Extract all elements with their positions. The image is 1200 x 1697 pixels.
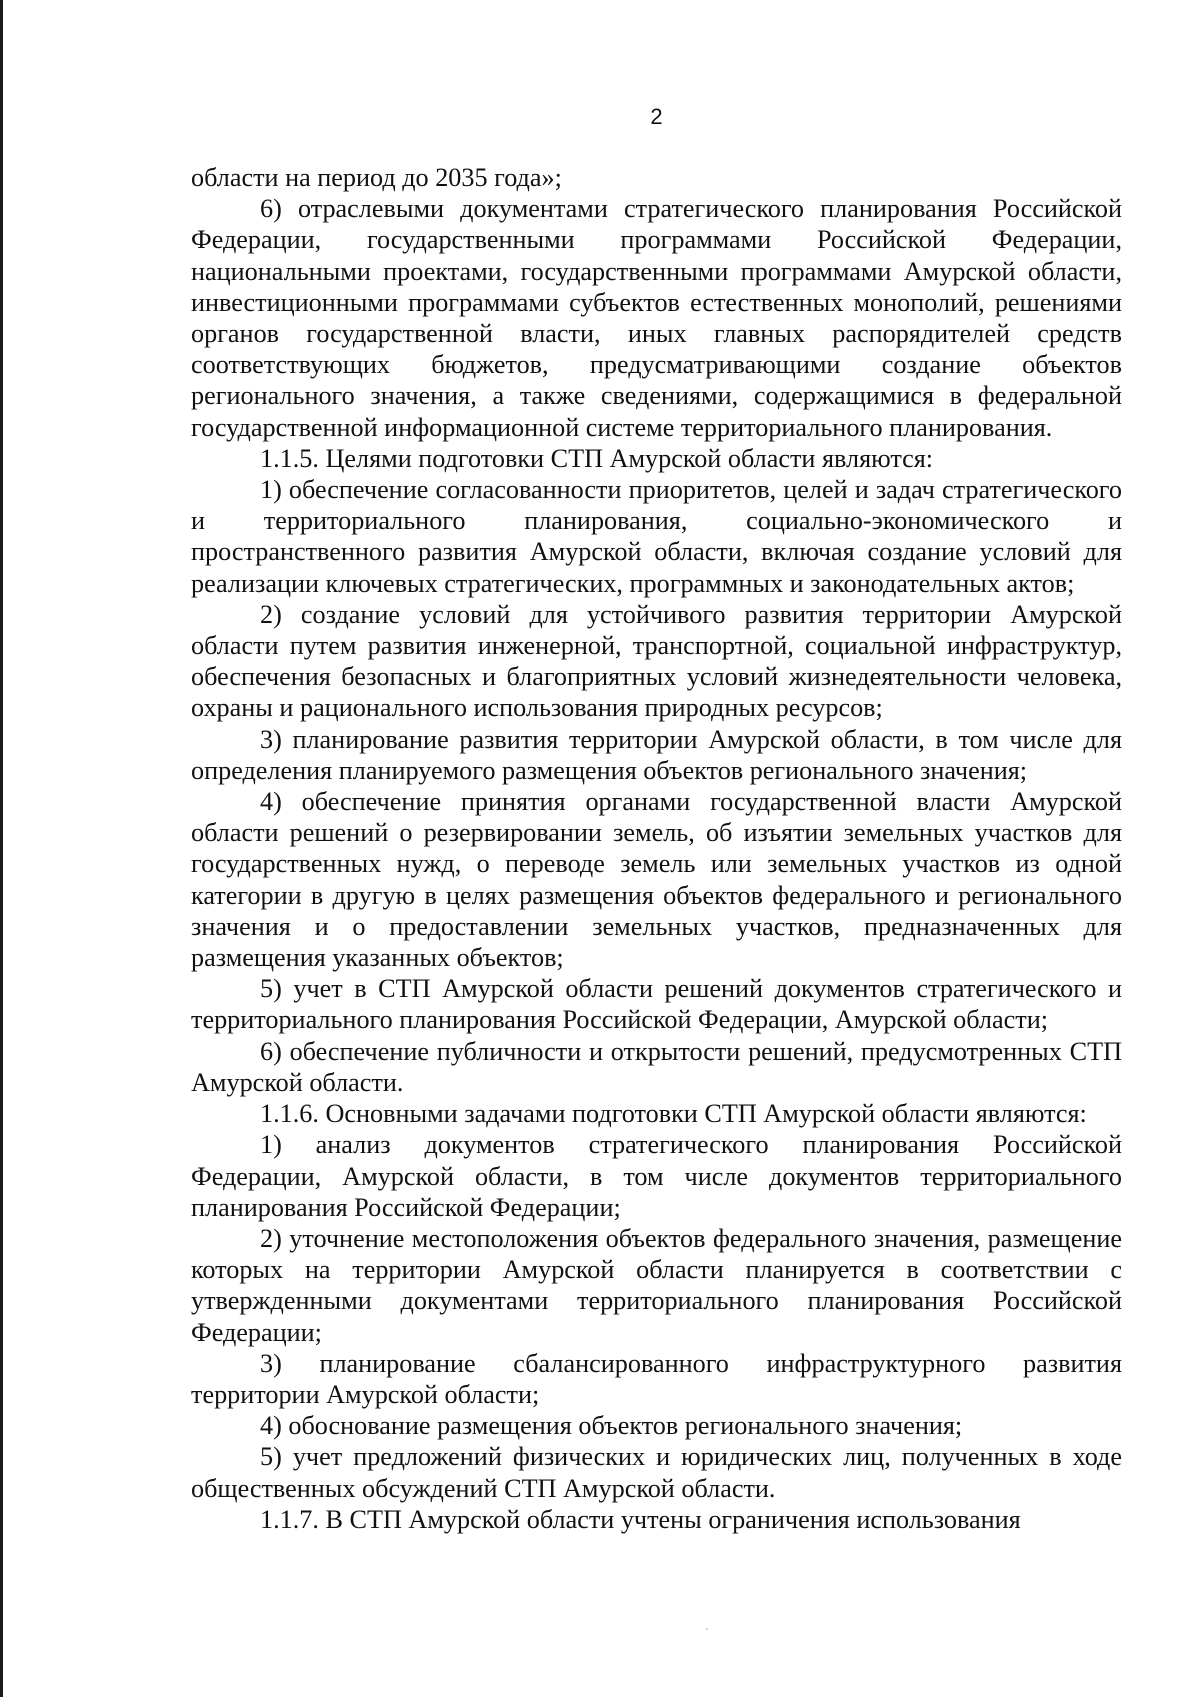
paragraph-6: 4) обеспечение принятия органами государственной власти Амурской области решений о резервировании земель, об изъятии земельных участков для государственных нужд, о переводе земель или земельных участков из одной категории в другую в целях размещения объектов федерального и регионального значения и о предоставлении земельных участков, предназначенных для размещения указанных объектов;	[191, 787, 1122, 973]
page-number: 2	[650, 104, 663, 129]
paragraph-5: 3) планирование развития территории Амурской области, в том числе для определения планируемого размещения объектов регионального значения;	[191, 724, 1122, 785]
document-body	[191, 162, 1122, 1535]
paragraph-12: 3) планирование сбалансированного инфраструктурного развития территории Амурской области;	[191, 1348, 1122, 1409]
paragraph-7: 5) учет в СТП Амурской области решений документов стратегического и территориального планирования Российской Федерации, Амурской области;	[191, 974, 1122, 1035]
paragraph-15: 1.1.7. В СТП Амурской области учтены ограничения использования	[260, 1504, 1021, 1534]
scan-speck	[706, 1628, 708, 1630]
paragraph-0: области на период до 2035 года»;	[191, 163, 562, 192]
paragraph-13: 4) обоснование размещения объектов регионального значения;	[260, 1411, 963, 1441]
scan-border-left	[0, 0, 3, 1697]
paragraph-9: 1.1.6. Основными задачами подготовки СТП Амурской области являются:	[260, 1099, 1087, 1129]
paragraph-4: 2) создание условий для устойчивого развития территории Амурской области путем развития инженерной, транспортной, социальной инфраструктур, обеспечения безопасных и благоприятных условий жизнедеятельности человека, охраны и рационального использования природных ресурсов;	[191, 599, 1122, 723]
paragraph-1: 6) отраслевыми документами стратегического планирования Российской Федерации, государственными программами Российской Федерации, национальными проектами, государственными программами Амурской области, инвестиционными программами субъектов естественных монополий, решениями органов государственной власти, иных главных распорядителей средств соответствующих бюджетов, предусматривающими создание объектов регионального значения, а также сведениями, содержащимися в федеральной государственной информационной системе территориального планирования.	[191, 194, 1122, 442]
paragraph-2: 1.1.5. Целями подготовки СТП Амурской области являются:	[260, 443, 934, 473]
paragraph-3: 1) обеспечение согласованности приоритетов, целей и задач стратегического и территориального планирования, социально-экономического и пространственного развития Амурской области, включая создание условий для реализации ключевых стратегических, программных и законодательных актов;	[191, 475, 1122, 598]
paragraph-10: 1) анализ документов стратегического планирования Российской Федерации, Амурской области, в том числе документов территориального планирования Российской Федерации;	[191, 1130, 1122, 1222]
paragraph-11: 2) уточнение местоположения объектов федерального значения, размещение которых на территории Амурской области планируется в соответствии с утвержденными документами территориального планирования Российской Федерации;	[191, 1223, 1122, 1347]
paragraph-8: 6) обеспечение публичности и открытости решений, предусмотренных СТП Амурской области.	[191, 1036, 1122, 1097]
paragraph-14: 5) учет предложений физических и юридических лиц, полученных в ходе общественных обсуждений СТП Амурской области.	[191, 1442, 1122, 1503]
